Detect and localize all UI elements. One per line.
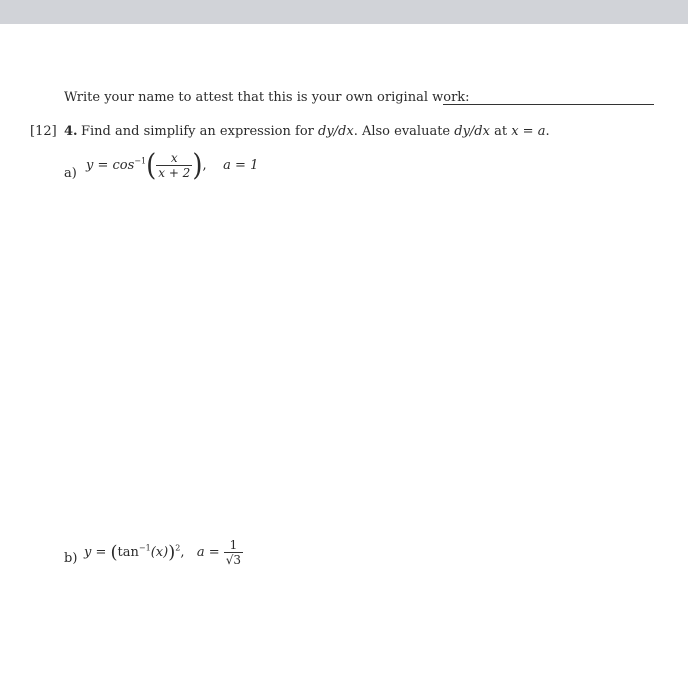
question-text: Find and simplify an expression for dy/dx. Also evaluate dy/dx at x = a. [81,124,550,139]
part-a-equation: $y = \cos^{-1}$( $\frac{x}{x + 2}$ ), a = 1 [86,148,259,183]
attest-instruction: Write your name to attest that this is your own original work: [64,90,470,105]
part-b-label: b) [64,551,78,566]
points-value: [12] [30,124,57,139]
top-bar [0,0,688,24]
document-page [0,24,688,700]
name-signature-line[interactable] [443,104,654,105]
part-b-equation: $y = (\tan^{-1}(x))^2$, a = $\frac{1}{√3}$ [84,538,242,567]
part-a-label: a) [64,166,77,181]
question-number: 4. [64,124,78,139]
